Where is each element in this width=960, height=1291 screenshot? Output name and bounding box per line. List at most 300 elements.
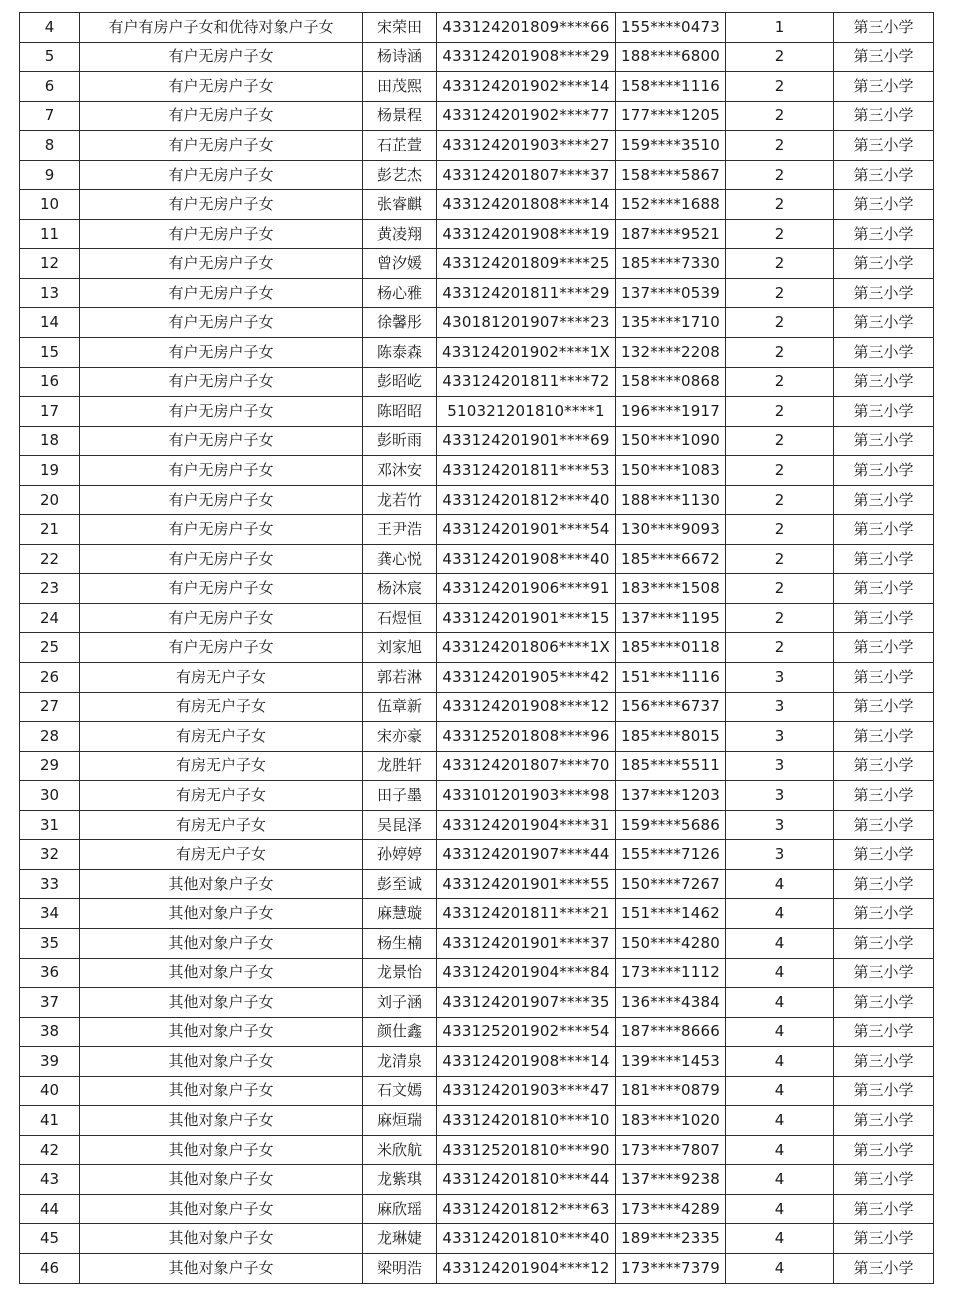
table-row (20, 899, 934, 929)
cell-phone: 155****7126 (616, 840, 726, 870)
cell-category: 有户无房户子女 (80, 515, 363, 545)
cell-row-number: 8 (20, 131, 80, 161)
cell-phone: 173****7807 (616, 1135, 726, 1165)
cell-row-number: 46 (20, 1253, 80, 1283)
table-row (20, 692, 934, 722)
table-row (20, 1017, 934, 1047)
cell-school: 第三小学 (834, 190, 934, 220)
cell-phone: 183****1508 (616, 574, 726, 604)
cell-priority: 3 (726, 692, 834, 722)
cell-priority: 2 (726, 574, 834, 604)
cell-priority: 4 (726, 988, 834, 1018)
cell-row-number: 29 (20, 751, 80, 781)
table-row (20, 160, 934, 190)
cell-id-number: 433124201810****40 (437, 1224, 616, 1254)
cell-category: 有房无户子女 (80, 781, 363, 811)
cell-phone: 177****1205 (616, 101, 726, 131)
cell-student-name: 邓沐安 (363, 456, 437, 486)
cell-student-name: 石文嫣 (363, 1076, 437, 1106)
cell-category: 有户无房户子女 (80, 426, 363, 456)
cell-category: 有户无房户子女 (80, 190, 363, 220)
cell-id-number: 433124201811****29 (437, 278, 616, 308)
cell-priority: 2 (726, 397, 834, 427)
cell-student-name: 刘家旭 (363, 633, 437, 663)
cell-id-number: 433124201903****27 (437, 131, 616, 161)
cell-row-number: 14 (20, 308, 80, 338)
cell-school: 第三小学 (834, 13, 934, 43)
cell-priority: 4 (726, 1135, 834, 1165)
cell-id-number: 433124201812****63 (437, 1194, 616, 1224)
cell-school: 第三小学 (834, 1224, 934, 1254)
cell-priority: 2 (726, 603, 834, 633)
cell-phone: 150****1090 (616, 426, 726, 456)
cell-id-number: 433124201904****84 (437, 958, 616, 988)
cell-category: 有户无房户子女 (80, 397, 363, 427)
cell-row-number: 20 (20, 485, 80, 515)
cell-row-number: 32 (20, 840, 80, 870)
cell-row-number: 18 (20, 426, 80, 456)
cell-priority: 4 (726, 1106, 834, 1136)
cell-student-name: 陈泰森 (363, 338, 437, 368)
cell-phone: 158****1116 (616, 72, 726, 102)
cell-phone: 185****7330 (616, 249, 726, 279)
table-row (20, 13, 934, 43)
cell-id-number: 433124201806****1X (437, 633, 616, 663)
cell-priority: 2 (726, 338, 834, 368)
cell-student-name: 宋亦豪 (363, 722, 437, 752)
cell-student-name: 伍章新 (363, 692, 437, 722)
cell-row-number: 37 (20, 988, 80, 1018)
cell-school: 第三小学 (834, 160, 934, 190)
table-row (20, 1047, 934, 1077)
cell-school: 第三小学 (834, 574, 934, 604)
cell-phone: 159****3510 (616, 131, 726, 161)
cell-priority: 2 (726, 515, 834, 545)
cell-student-name: 彭至诚 (363, 869, 437, 899)
cell-row-number: 42 (20, 1135, 80, 1165)
cell-category: 其他对象户子女 (80, 988, 363, 1018)
cell-category: 其他对象户子女 (80, 1135, 363, 1165)
cell-school: 第三小学 (834, 751, 934, 781)
cell-priority: 3 (726, 810, 834, 840)
cell-student-name: 杨沐宸 (363, 574, 437, 604)
cell-school: 第三小学 (834, 633, 934, 663)
cell-category: 其他对象户子女 (80, 1194, 363, 1224)
cell-id-number: 433124201810****10 (437, 1106, 616, 1136)
cell-priority: 2 (726, 426, 834, 456)
cell-row-number: 28 (20, 722, 80, 752)
cell-id-number: 433124201904****12 (437, 1253, 616, 1283)
cell-school: 第三小学 (834, 42, 934, 72)
cell-student-name: 徐馨彤 (363, 308, 437, 338)
cell-id-number: 433125201808****96 (437, 722, 616, 752)
table-row (20, 1253, 934, 1283)
table-row (20, 1076, 934, 1106)
cell-phone: 150****4280 (616, 928, 726, 958)
cell-id-number: 433124201807****70 (437, 751, 616, 781)
cell-id-number: 433124201908****19 (437, 219, 616, 249)
cell-category: 有户无房户子女 (80, 544, 363, 574)
cell-category: 有户无房户子女 (80, 367, 363, 397)
cell-category: 其他对象户子女 (80, 1017, 363, 1047)
table-row (20, 72, 934, 102)
cell-school: 第三小学 (834, 840, 934, 870)
cell-priority: 2 (726, 544, 834, 574)
cell-priority: 2 (726, 160, 834, 190)
cell-school: 第三小学 (834, 131, 934, 161)
table-row (20, 131, 934, 161)
cell-school: 第三小学 (834, 1076, 934, 1106)
cell-row-number: 31 (20, 810, 80, 840)
cell-id-number: 433124201901****54 (437, 515, 616, 545)
cell-phone: 185****8015 (616, 722, 726, 752)
cell-id-number: 433124201811****72 (437, 367, 616, 397)
cell-student-name: 龙胜轩 (363, 751, 437, 781)
cell-student-name: 龙紫琪 (363, 1165, 437, 1195)
cell-phone: 150****7267 (616, 869, 726, 899)
cell-school: 第三小学 (834, 485, 934, 515)
cell-row-number: 21 (20, 515, 80, 545)
cell-phone: 185****5511 (616, 751, 726, 781)
table-row (20, 958, 934, 988)
enrollment-table (19, 12, 934, 1284)
cell-phone: 136****4384 (616, 988, 726, 1018)
cell-category: 有户无房户子女 (80, 485, 363, 515)
cell-id-number: 433124201807****37 (437, 160, 616, 190)
cell-category: 有房无户子女 (80, 810, 363, 840)
cell-student-name: 陈昭昭 (363, 397, 437, 427)
cell-category: 有户无房户子女 (80, 278, 363, 308)
cell-row-number: 26 (20, 663, 80, 693)
cell-category: 其他对象户子女 (80, 958, 363, 988)
cell-priority: 4 (726, 1253, 834, 1283)
cell-phone: 185****6672 (616, 544, 726, 574)
cell-row-number: 40 (20, 1076, 80, 1106)
cell-category: 有户无房户子女 (80, 633, 363, 663)
cell-phone: 150****1083 (616, 456, 726, 486)
cell-student-name: 石芷萱 (363, 131, 437, 161)
table-row (20, 308, 934, 338)
cell-category: 有户无房户子女 (80, 603, 363, 633)
cell-row-number: 33 (20, 869, 80, 899)
table-row (20, 1165, 934, 1195)
cell-id-number: 433124201904****31 (437, 810, 616, 840)
cell-school: 第三小学 (834, 338, 934, 368)
cell-id-number: 433124201907****44 (437, 840, 616, 870)
table-row (20, 367, 934, 397)
cell-student-name: 龙景怡 (363, 958, 437, 988)
cell-id-number: 433124201809****25 (437, 249, 616, 279)
table-row (20, 219, 934, 249)
cell-priority: 4 (726, 928, 834, 958)
cell-category: 其他对象户子女 (80, 1047, 363, 1077)
table-row (20, 338, 934, 368)
cell-category: 有户无房户子女 (80, 249, 363, 279)
cell-row-number: 16 (20, 367, 80, 397)
table-row (20, 101, 934, 131)
cell-student-name: 田茂熙 (363, 72, 437, 102)
cell-phone: 139****1453 (616, 1047, 726, 1077)
cell-row-number: 45 (20, 1224, 80, 1254)
cell-school: 第三小学 (834, 308, 934, 338)
cell-phone: 196****1917 (616, 397, 726, 427)
cell-phone: 187****9521 (616, 219, 726, 249)
cell-student-name: 孙婷婷 (363, 840, 437, 870)
cell-school: 第三小学 (834, 249, 934, 279)
cell-id-number: 433124201901****55 (437, 869, 616, 899)
cell-priority: 2 (726, 190, 834, 220)
cell-student-name: 曾汐媛 (363, 249, 437, 279)
cell-priority: 2 (726, 367, 834, 397)
cell-phone: 159****5686 (616, 810, 726, 840)
cell-row-number: 19 (20, 456, 80, 486)
cell-category: 其他对象户子女 (80, 1106, 363, 1136)
cell-row-number: 44 (20, 1194, 80, 1224)
cell-phone: 181****0879 (616, 1076, 726, 1106)
cell-school: 第三小学 (834, 397, 934, 427)
table-row (20, 781, 934, 811)
table-row (20, 633, 934, 663)
cell-category: 有户无房户子女 (80, 456, 363, 486)
cell-school: 第三小学 (834, 692, 934, 722)
cell-school: 第三小学 (834, 456, 934, 486)
cell-student-name: 杨景程 (363, 101, 437, 131)
table-row (20, 278, 934, 308)
cell-row-number: 24 (20, 603, 80, 633)
cell-priority: 2 (726, 308, 834, 338)
cell-priority: 2 (726, 72, 834, 102)
table-row (20, 397, 934, 427)
table-row (20, 1106, 934, 1136)
cell-priority: 2 (726, 131, 834, 161)
cell-category: 有户无房户子女 (80, 308, 363, 338)
cell-school: 第三小学 (834, 869, 934, 899)
cell-school: 第三小学 (834, 278, 934, 308)
table-row (20, 515, 934, 545)
cell-row-number: 30 (20, 781, 80, 811)
cell-student-name: 龙琳婕 (363, 1224, 437, 1254)
table-row (20, 869, 934, 899)
cell-priority: 4 (726, 1194, 834, 1224)
cell-category: 有房无户子女 (80, 692, 363, 722)
cell-id-number: 433124201902****77 (437, 101, 616, 131)
cell-school: 第三小学 (834, 958, 934, 988)
cell-student-name: 彭昕雨 (363, 426, 437, 456)
cell-row-number: 27 (20, 692, 80, 722)
cell-row-number: 10 (20, 190, 80, 220)
cell-phone: 187****8666 (616, 1017, 726, 1047)
cell-priority: 4 (726, 1224, 834, 1254)
table-row (20, 603, 934, 633)
cell-category: 其他对象户子女 (80, 869, 363, 899)
cell-student-name: 颜仕鑫 (363, 1017, 437, 1047)
cell-student-name: 刘子涵 (363, 988, 437, 1018)
cell-student-name: 龙清泉 (363, 1047, 437, 1077)
cell-category: 有房无户子女 (80, 840, 363, 870)
cell-phone: 158****0868 (616, 367, 726, 397)
cell-priority: 2 (726, 633, 834, 663)
cell-row-number: 12 (20, 249, 80, 279)
cell-row-number: 34 (20, 899, 80, 929)
cell-school: 第三小学 (834, 1253, 934, 1283)
cell-student-name: 宋荣田 (363, 13, 437, 43)
cell-category: 有户无房户子女 (80, 131, 363, 161)
table-row (20, 485, 934, 515)
cell-category: 有户无房户子女 (80, 219, 363, 249)
cell-phone: 173****4289 (616, 1194, 726, 1224)
cell-row-number: 22 (20, 544, 80, 574)
cell-row-number: 11 (20, 219, 80, 249)
cell-id-number: 433124201908****14 (437, 1047, 616, 1077)
cell-row-number: 9 (20, 160, 80, 190)
cell-phone: 130****9093 (616, 515, 726, 545)
cell-id-number: 433124201906****91 (437, 574, 616, 604)
cell-category: 其他对象户子女 (80, 1076, 363, 1106)
cell-id-number: 433124201901****37 (437, 928, 616, 958)
cell-student-name: 王尹浩 (363, 515, 437, 545)
cell-category: 其他对象户子女 (80, 1224, 363, 1254)
cell-phone: 155****0473 (616, 13, 726, 43)
cell-id-number: 430181201907****23 (437, 308, 616, 338)
cell-id-number: 433124201902****14 (437, 72, 616, 102)
cell-phone: 132****2208 (616, 338, 726, 368)
cell-phone: 188****6800 (616, 42, 726, 72)
cell-priority: 2 (726, 278, 834, 308)
cell-school: 第三小学 (834, 899, 934, 929)
cell-student-name: 杨诗涵 (363, 42, 437, 72)
cell-school: 第三小学 (834, 1017, 934, 1047)
cell-id-number: 433124201905****42 (437, 663, 616, 693)
cell-school: 第三小学 (834, 1135, 934, 1165)
cell-priority: 4 (726, 1017, 834, 1047)
cell-category: 有户无房户子女 (80, 574, 363, 604)
table-row (20, 840, 934, 870)
cell-school: 第三小学 (834, 101, 934, 131)
cell-row-number: 39 (20, 1047, 80, 1077)
cell-school: 第三小学 (834, 367, 934, 397)
cell-phone: 135****1710 (616, 308, 726, 338)
cell-priority: 4 (726, 869, 834, 899)
cell-priority: 1 (726, 13, 834, 43)
table-row (20, 751, 934, 781)
cell-school: 第三小学 (834, 781, 934, 811)
cell-phone: 156****6737 (616, 692, 726, 722)
cell-student-name: 黄凌翔 (363, 219, 437, 249)
cell-id-number: 433101201903****98 (437, 781, 616, 811)
cell-student-name: 郭若淋 (363, 663, 437, 693)
table-row (20, 544, 934, 574)
cell-category: 其他对象户子女 (80, 1165, 363, 1195)
cell-id-number: 433124201901****15 (437, 603, 616, 633)
cell-id-number: 433124201812****40 (437, 485, 616, 515)
cell-priority: 4 (726, 1047, 834, 1077)
cell-category: 有房无户子女 (80, 722, 363, 752)
cell-student-name: 麻烜瑞 (363, 1106, 437, 1136)
cell-id-number: 433124201908****29 (437, 42, 616, 72)
cell-phone: 185****0118 (616, 633, 726, 663)
cell-phone: 151****1116 (616, 663, 726, 693)
table-row (20, 810, 934, 840)
cell-row-number: 13 (20, 278, 80, 308)
cell-school: 第三小学 (834, 219, 934, 249)
table-row (20, 928, 934, 958)
cell-row-number: 7 (20, 101, 80, 131)
cell-school: 第三小学 (834, 663, 934, 693)
table-row (20, 722, 934, 752)
cell-row-number: 5 (20, 42, 80, 72)
cell-phone: 137****1195 (616, 603, 726, 633)
table-row (20, 663, 934, 693)
table-row (20, 190, 934, 220)
cell-row-number: 15 (20, 338, 80, 368)
cell-phone: 173****1112 (616, 958, 726, 988)
cell-id-number: 433124201811****21 (437, 899, 616, 929)
cell-id-number: 433125201810****90 (437, 1135, 616, 1165)
cell-priority: 3 (726, 751, 834, 781)
cell-priority: 2 (726, 101, 834, 131)
cell-id-number: 433124201901****69 (437, 426, 616, 456)
cell-student-name: 石煜恒 (363, 603, 437, 633)
cell-category: 有户无房户子女 (80, 72, 363, 102)
cell-row-number: 35 (20, 928, 80, 958)
cell-phone: 152****1688 (616, 190, 726, 220)
cell-student-name: 田子墨 (363, 781, 437, 811)
cell-student-name: 吴昆泽 (363, 810, 437, 840)
cell-school: 第三小学 (834, 72, 934, 102)
table-row (20, 574, 934, 604)
cell-id-number: 433124201808****14 (437, 190, 616, 220)
cell-id-number: 433124201908****40 (437, 544, 616, 574)
table-row (20, 249, 934, 279)
cell-priority: 3 (726, 663, 834, 693)
cell-priority: 3 (726, 722, 834, 752)
cell-row-number: 25 (20, 633, 80, 663)
cell-category: 其他对象户子女 (80, 899, 363, 929)
cell-school: 第三小学 (834, 603, 934, 633)
cell-row-number: 4 (20, 13, 80, 43)
cell-row-number: 17 (20, 397, 80, 427)
table-row (20, 1224, 934, 1254)
cell-phone: 189****2335 (616, 1224, 726, 1254)
cell-category: 其他对象户子女 (80, 928, 363, 958)
cell-priority: 4 (726, 958, 834, 988)
cell-row-number: 41 (20, 1106, 80, 1136)
cell-school: 第三小学 (834, 988, 934, 1018)
cell-priority: 4 (726, 1076, 834, 1106)
cell-student-name: 杨心雅 (363, 278, 437, 308)
table-row (20, 1135, 934, 1165)
cell-student-name: 米欣航 (363, 1135, 437, 1165)
cell-category: 其他对象户子女 (80, 1253, 363, 1283)
cell-student-name: 龙若竹 (363, 485, 437, 515)
table-body (20, 13, 934, 1284)
cell-student-name: 梁明浩 (363, 1253, 437, 1283)
table-row (20, 1194, 934, 1224)
cell-student-name: 杨生楠 (363, 928, 437, 958)
cell-school: 第三小学 (834, 1047, 934, 1077)
cell-row-number: 43 (20, 1165, 80, 1195)
cell-priority: 4 (726, 1165, 834, 1195)
cell-row-number: 6 (20, 72, 80, 102)
cell-priority: 2 (726, 42, 834, 72)
cell-student-name: 彭艺杰 (363, 160, 437, 190)
cell-school: 第三小学 (834, 722, 934, 752)
table-row (20, 456, 934, 486)
cell-student-name: 麻欣瑶 (363, 1194, 437, 1224)
cell-id-number: 433124201902****1X (437, 338, 616, 368)
cell-school: 第三小学 (834, 1194, 934, 1224)
cell-priority: 2 (726, 485, 834, 515)
